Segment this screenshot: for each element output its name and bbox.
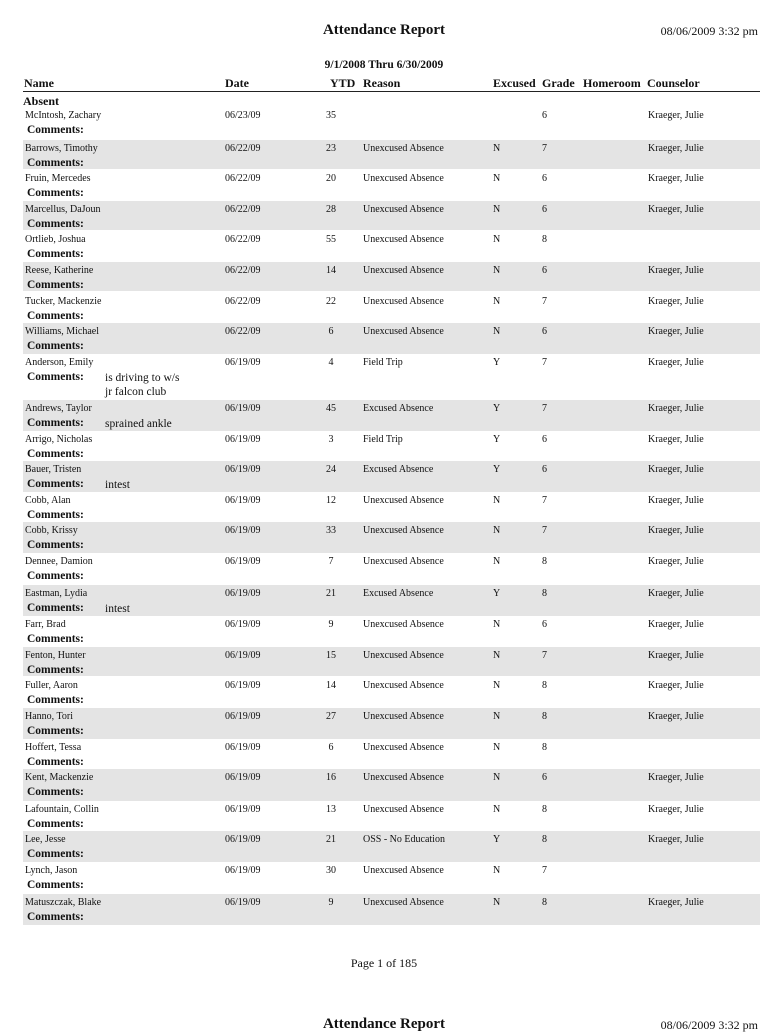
excused-flag: N [493, 711, 501, 722]
attendance-record [23, 492, 760, 521]
student-name: Williams, Michael [25, 326, 100, 337]
student-name: Fruin, Mercedes [25, 173, 91, 184]
counselor-name: Kraeger, Julie [648, 619, 704, 630]
comments-label: Comments: [27, 310, 84, 322]
attendance-record [23, 616, 760, 647]
grade-level: 8 [542, 680, 547, 691]
absence-reason: Unexcused Absence [363, 525, 444, 536]
grade-level: 7 [542, 357, 547, 368]
ytd-count: 7 [328, 556, 334, 567]
absence-reason: Unexcused Absence [363, 143, 444, 154]
absence-reason: Unexcused Absence [363, 204, 444, 215]
absence-date: 06/19/09 [225, 742, 261, 753]
grade-level: 6 [542, 434, 547, 445]
absence-date: 06/23/09 [225, 110, 261, 121]
excused-flag: N [493, 680, 501, 691]
grade-level: 7 [542, 865, 547, 876]
comments-label: Comments: [27, 371, 84, 383]
student-name: Hanno, Tori [25, 711, 73, 722]
absence-date: 06/19/09 [225, 434, 261, 445]
absence-reason: Unexcused Absence [363, 326, 444, 337]
comment-text: intest [105, 479, 130, 491]
ytd-count: 55 [326, 234, 336, 245]
absence-reason: Unexcused Absence [363, 173, 444, 184]
column-header-homeroom: Homeroom [583, 76, 641, 90]
absence-reason: Unexcused Absence [363, 772, 444, 783]
grade-level: 6 [542, 772, 547, 783]
comments-label: Comments: [27, 848, 84, 860]
grade-level: 6 [542, 173, 547, 184]
ytd-count: 35 [326, 110, 336, 121]
absence-reason: Unexcused Absence [363, 650, 444, 661]
ytd-count: 16 [326, 772, 336, 783]
attendance-record [23, 769, 760, 801]
ytd-count: 45 [326, 403, 336, 414]
ytd-count: 22 [326, 296, 336, 307]
student-name: Anderson, Emily [25, 357, 94, 368]
comments-label: Comments: [27, 725, 84, 737]
counselor-name: Kraeger, Julie [648, 711, 704, 722]
excused-flag: N [493, 897, 501, 908]
student-name: Dennee, Damion [25, 556, 93, 567]
ytd-count: 12 [326, 495, 336, 506]
comments-label: Comments: [27, 187, 84, 199]
attendance-record [23, 801, 760, 830]
comments-label: Comments: [27, 417, 84, 429]
attendance-record [23, 677, 760, 708]
column-header-date: Date [225, 76, 249, 90]
grade-level: 7 [542, 495, 547, 506]
comments-label: Comments: [27, 911, 84, 923]
grade-level: 8 [542, 234, 547, 245]
absence-reason: Excused Absence [363, 588, 434, 599]
absence-date: 06/22/09 [225, 326, 261, 337]
student-name: Lee, Jesse [25, 834, 66, 845]
absence-reason: Unexcused Absence [363, 296, 444, 307]
comments-label: Comments: [27, 509, 84, 521]
excused-flag: N [493, 525, 501, 536]
student-name: Eastman, Lydia [25, 588, 88, 599]
excused-flag: N [493, 619, 501, 630]
comments-label: Comments: [27, 879, 84, 891]
section-heading-absent: Absent [23, 94, 60, 108]
comments-label: Comments: [27, 664, 84, 676]
absence-reason: Unexcused Absence [363, 619, 444, 630]
excused-flag: N [493, 234, 501, 245]
attendance-record [23, 323, 760, 354]
absence-date: 06/19/09 [225, 619, 261, 630]
ytd-count: 28 [326, 204, 336, 215]
grade-level: 8 [542, 897, 547, 908]
column-header-counselor: Counselor [647, 76, 700, 90]
grade-level: 8 [542, 834, 547, 845]
attendance-record [23, 585, 760, 616]
attendance-record [23, 431, 760, 460]
attendance-record [23, 107, 760, 138]
comment-text: is driving to w/s jr falcon club [105, 372, 180, 398]
absence-date: 06/22/09 [225, 234, 261, 245]
ytd-count: 15 [326, 650, 336, 661]
comments-label: Comments: [27, 786, 84, 798]
attendance-record [23, 262, 760, 291]
excused-flag: N [493, 865, 501, 876]
absence-date: 06/19/09 [225, 772, 261, 783]
student-name: Ortlieb, Joshua [25, 234, 86, 245]
student-name: Arrigo, Nicholas [25, 434, 93, 445]
absence-date: 06/19/09 [225, 556, 261, 567]
absence-date: 06/19/09 [225, 588, 261, 599]
ytd-count: 21 [326, 834, 336, 845]
absence-reason: Unexcused Absence [363, 711, 444, 722]
excused-flag: N [493, 296, 501, 307]
attendance-record [23, 862, 760, 893]
absence-reason: Excused Absence [363, 403, 434, 414]
attendance-record [23, 140, 760, 169]
comments-label: Comments: [27, 218, 84, 230]
excused-flag: N [493, 143, 501, 154]
absence-reason: Unexcused Absence [363, 556, 444, 567]
absence-reason: Unexcused Absence [363, 680, 444, 691]
student-name: Cobb, Alan [25, 495, 71, 506]
student-name: Barrows, Timothy [25, 143, 98, 154]
grade-level: 6 [542, 110, 547, 121]
excused-flag: Y [493, 357, 501, 368]
comments-label: Comments: [27, 570, 84, 582]
grade-level: 6 [542, 265, 547, 276]
student-name: Matuszczak, Blake [25, 897, 102, 908]
counselor-name: Kraeger, Julie [648, 357, 704, 368]
comments-label: Comments: [27, 818, 84, 830]
counselor-name: Kraeger, Julie [648, 265, 704, 276]
grade-level: 7 [542, 143, 547, 154]
absence-date: 06/22/09 [225, 204, 261, 215]
excused-flag: Y [493, 464, 501, 475]
comments-label: Comments: [27, 157, 84, 169]
counselor-name: Kraeger, Julie [648, 834, 704, 845]
ytd-count: 6 [328, 742, 334, 753]
student-name: Reese, Katherine [25, 265, 94, 276]
grade-level: 8 [542, 804, 547, 815]
comments-label: Comments: [27, 340, 84, 352]
ytd-count: 27 [326, 711, 336, 722]
attendance-record [23, 461, 760, 492]
counselor-name: Kraeger, Julie [648, 434, 704, 445]
counselor-name: Kraeger, Julie [648, 556, 704, 567]
ytd-count: 9 [328, 897, 334, 908]
excused-flag: N [493, 772, 501, 783]
attendance-record [23, 170, 760, 201]
student-name: McIntosh, Zachary [25, 110, 102, 121]
counselor-name: Kraeger, Julie [648, 326, 704, 337]
column-header-grade: Grade [542, 76, 575, 90]
counselor-name: Kraeger, Julie [648, 403, 704, 414]
comments-label: Comments: [27, 539, 84, 551]
absence-reason: Unexcused Absence [363, 804, 444, 815]
absence-date: 06/22/09 [225, 265, 261, 276]
attendance-record [23, 201, 760, 230]
attendance-record [23, 553, 760, 585]
absence-date: 06/22/09 [225, 296, 261, 307]
absence-reason: Unexcused Absence [363, 495, 444, 506]
student-name: Marcellus, DaJoun [25, 204, 101, 215]
ytd-count: 21 [326, 588, 336, 599]
column-header-ytd: YTD [330, 76, 356, 90]
student-name: Kent, Mackenzie [25, 772, 94, 783]
grade-level: 8 [542, 588, 547, 599]
student-name: Farr, Brad [25, 619, 66, 630]
column-header-reason: Reason [363, 76, 401, 90]
absence-date: 06/19/09 [225, 495, 261, 506]
absence-date: 06/19/09 [225, 711, 261, 722]
absence-reason: Unexcused Absence [363, 265, 444, 276]
grade-level: 7 [542, 650, 547, 661]
ytd-count: 14 [326, 680, 336, 691]
excused-flag: N [493, 804, 501, 815]
absence-date: 06/22/09 [225, 143, 261, 154]
ytd-count: 14 [326, 265, 336, 276]
absence-reason: Excused Absence [363, 464, 434, 475]
attendance-record [23, 354, 760, 400]
ytd-count: 4 [328, 357, 334, 368]
comments-label: Comments: [27, 694, 84, 706]
absence-date: 06/19/09 [225, 680, 261, 691]
student-name: Tucker, Mackenzie [25, 296, 102, 307]
ytd-count: 3 [328, 434, 334, 445]
grade-level: 6 [542, 204, 547, 215]
column-header-name: Name [24, 76, 54, 90]
grade-level: 8 [542, 711, 547, 722]
absence-date: 06/19/09 [225, 865, 261, 876]
excused-flag: N [493, 650, 501, 661]
grade-level: 6 [542, 326, 547, 337]
excused-flag: Y [493, 403, 501, 414]
comments-label: Comments: [27, 448, 84, 460]
student-name: Andrews, Taylor [25, 403, 92, 414]
counselor-name: Kraeger, Julie [648, 650, 704, 661]
grade-level: 6 [542, 619, 547, 630]
absence-reason: Unexcused Absence [363, 897, 444, 908]
ytd-count: 30 [326, 865, 336, 876]
absence-reason: Unexcused Absence [363, 865, 444, 876]
excused-flag: Y [493, 434, 501, 445]
comments-label: Comments: [27, 478, 84, 490]
counselor-name: Kraeger, Julie [648, 680, 704, 691]
counselor-name: Kraeger, Julie [648, 588, 704, 599]
counselor-name: Kraeger, Julie [648, 143, 704, 154]
attendance-record [23, 708, 760, 739]
counselor-name: Kraeger, Julie [648, 173, 704, 184]
absence-date: 06/19/09 [225, 804, 261, 815]
grade-level: 7 [542, 296, 547, 307]
ytd-count: 20 [326, 173, 336, 184]
ytd-count: 9 [328, 619, 334, 630]
excused-flag: N [493, 173, 501, 184]
attendance-record [23, 647, 760, 676]
grade-level: 6 [542, 464, 547, 475]
page-footer: Page 1 of 185 [350, 956, 418, 970]
excused-flag: N [493, 495, 501, 506]
student-name: Fuller, Aaron [25, 680, 78, 691]
absence-date: 06/19/09 [225, 464, 261, 475]
student-name: Lafountain, Collin [25, 804, 99, 815]
counselor-name: Kraeger, Julie [648, 772, 704, 783]
comments-label: Comments: [27, 602, 84, 614]
attendance-record [23, 522, 760, 553]
excused-flag: N [493, 204, 501, 215]
absence-reason: Field Trip [363, 357, 403, 368]
absence-date: 06/19/09 [225, 834, 261, 845]
print-datetime: 08/06/2009 3:32 pm [660, 24, 758, 38]
next-page-datetime: 08/06/2009 3:32 pm [660, 1018, 758, 1032]
excused-flag: N [493, 326, 501, 337]
grade-level: 7 [542, 525, 547, 536]
counselor-name: Kraeger, Julie [648, 296, 704, 307]
grade-level: 7 [542, 403, 547, 414]
date-range: 9/1/2008 Thru 6/30/2009 [324, 59, 444, 71]
comments-label: Comments: [27, 633, 84, 645]
header-divider [23, 91, 760, 92]
attendance-record [23, 739, 760, 768]
absence-date: 06/19/09 [225, 525, 261, 536]
grade-level: 8 [542, 742, 547, 753]
comments-label: Comments: [27, 756, 84, 768]
student-name: Fenton, Hunter [25, 650, 86, 661]
grade-level: 8 [542, 556, 547, 567]
excused-flag: N [493, 556, 501, 567]
student-name: Bauer, Tristen [25, 464, 82, 475]
comment-text: intest [105, 603, 130, 615]
counselor-name: Kraeger, Julie [648, 525, 704, 536]
ytd-count: 23 [326, 143, 336, 154]
excused-flag: N [493, 742, 501, 753]
ytd-count: 13 [326, 804, 336, 815]
attendance-record [23, 231, 760, 262]
counselor-name: Kraeger, Julie [648, 204, 704, 215]
comments-label: Comments: [27, 124, 84, 136]
attendance-record [23, 400, 760, 431]
excused-flag: Y [493, 834, 501, 845]
absence-date: 06/19/09 [225, 403, 261, 414]
absence-reason: OSS - No Education [363, 834, 445, 845]
absence-reason: Unexcused Absence [363, 742, 444, 753]
comments-label: Comments: [27, 248, 84, 260]
absence-reason: Unexcused Absence [363, 234, 444, 245]
column-header-excused: Excused [493, 76, 536, 90]
attendance-record [23, 894, 760, 925]
counselor-name: Kraeger, Julie [648, 495, 704, 506]
attendance-record [23, 293, 760, 324]
ytd-count: 33 [326, 525, 336, 536]
student-name: Hoffert, Tessa [25, 742, 82, 753]
excused-flag: N [493, 265, 501, 276]
counselor-name: Kraeger, Julie [648, 897, 704, 908]
attendance-record [23, 831, 760, 862]
absence-date: 06/19/09 [225, 650, 261, 661]
counselor-name: Kraeger, Julie [648, 110, 704, 121]
counselor-name: Kraeger, Julie [648, 804, 704, 815]
next-page-title: Attendance Report [322, 1016, 446, 1032]
student-name: Cobb, Krissy [25, 525, 78, 536]
absence-date: 06/19/09 [225, 357, 261, 368]
counselor-name: Kraeger, Julie [648, 464, 704, 475]
comments-label: Comments: [27, 279, 84, 291]
ytd-count: 6 [328, 326, 334, 337]
absence-date: 06/19/09 [225, 897, 261, 908]
absence-date: 06/22/09 [225, 173, 261, 184]
comment-text: sprained ankle [105, 418, 172, 430]
report-title: Attendance Report [322, 22, 446, 38]
ytd-count: 24 [326, 464, 336, 475]
absence-reason: Field Trip [363, 434, 403, 445]
student-name: Lynch, Jason [25, 865, 78, 876]
excused-flag: Y [493, 588, 501, 599]
